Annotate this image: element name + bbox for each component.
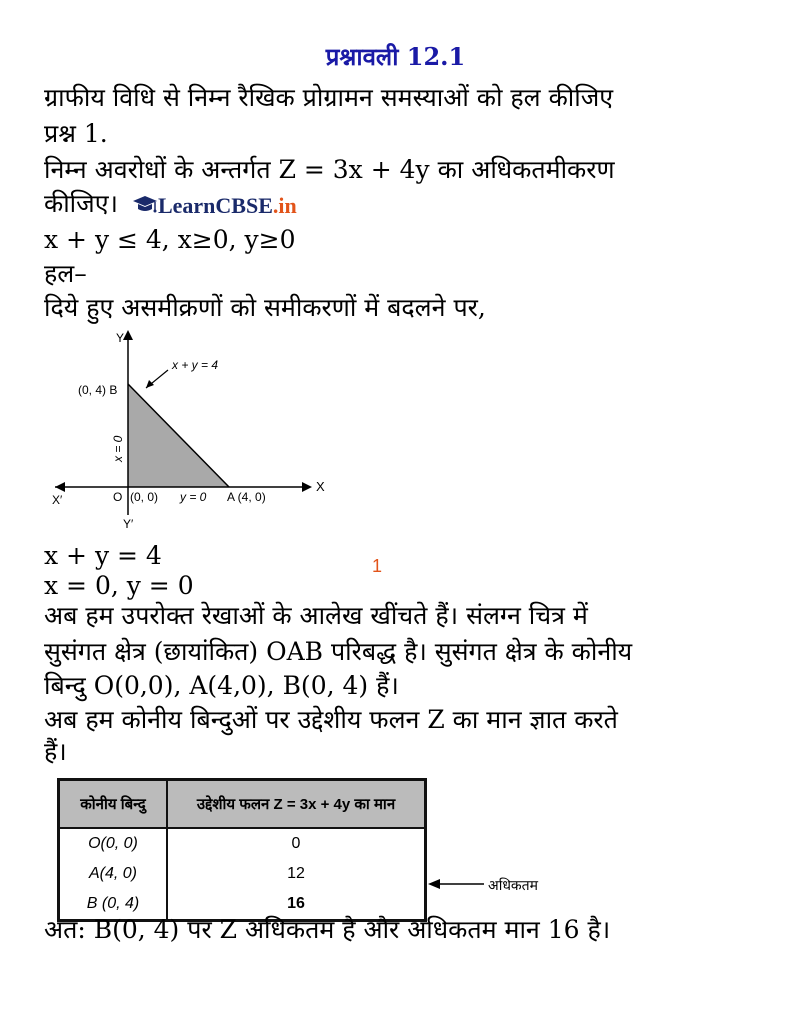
x-axis-arrow	[302, 482, 312, 492]
question-line-2	[44, 188, 297, 222]
left-arrow-icon	[426, 874, 486, 894]
question-line-2-text: कीजिए।	[44, 189, 119, 218]
y-axis-arrow	[123, 330, 133, 340]
origin-coord: (0, 0)	[130, 490, 159, 504]
table-row	[59, 859, 426, 889]
y-eq-label: y = 0	[180, 490, 207, 504]
point-b-label: (0, 4) B	[78, 383, 118, 397]
learncbse-logo	[132, 190, 297, 222]
table-header-point: कोनीय बिन्दु	[59, 780, 168, 829]
stray-mark: 1	[372, 556, 383, 576]
maximum-label: अधिकतम	[488, 878, 539, 894]
table-row	[59, 828, 426, 859]
constraints: x + y ≤ 4, x≥0, y≥0	[44, 225, 296, 254]
table-header-value: उद्देशीय फलन Z = 3x + 4y का मान	[167, 780, 426, 829]
table-cell-point: B (0, 4)	[59, 889, 168, 921]
y-axis-label: Y	[116, 331, 125, 345]
para1-line-1: अब हम उपरोक्त रेखाओं के आलेख खींचते हैं। संलग्न चित्र में	[44, 601, 588, 630]
corner-points-table	[57, 778, 427, 922]
conclusion-text: अत: B(0, 4) पर Z अधिकतम है और अधिकतम मान 16 है।	[44, 915, 611, 944]
logo-main: LearnCBSE	[157, 192, 273, 218]
table-cell-value: 16	[287, 895, 305, 912]
page-title: प्रश्नावली 12.1	[325, 42, 466, 71]
feasible-region-graph	[40, 320, 340, 530]
para2-line-1: अब हम कोनीय बिन्दुओं पर उद्देशीय फलन Z का मान ज्ञात करते	[44, 705, 618, 734]
question-label: प्रश्न 1.	[44, 119, 108, 148]
x-neg-arrow	[55, 482, 65, 492]
point-a-label: A (4, 0)	[227, 490, 266, 504]
graduation-cap-icon	[132, 194, 158, 218]
table-cell-value: 12	[287, 865, 305, 882]
table-header-row	[59, 780, 426, 829]
solution-label: हल–	[44, 259, 87, 288]
table-cell-value: 0	[291, 835, 301, 852]
logo-suffix: .in	[272, 192, 297, 218]
line-eq-label: x + y = 4	[172, 358, 219, 372]
question-line-1: निम्न अवरोधों के अन्तर्गत Z = 3x + 4y का अधिकतमीकरण	[44, 155, 615, 184]
heading-text: ग्राफीय विधि से निम्न रैखिक प्रोग्रामन समस्याओं को हल कीजिए	[44, 83, 614, 112]
x-axis-label: X	[316, 479, 325, 494]
equation-1: x + y = 4	[44, 541, 162, 570]
para1-line-3: बिन्दु O(0,0), A(4,0), B(0, 4) हैं।	[44, 671, 399, 700]
y-neg-label: Y′	[123, 517, 134, 530]
origin-label: O	[113, 490, 123, 504]
x-neg-label: X′	[52, 493, 63, 507]
equation-2: x = 0, y = 0	[44, 571, 194, 600]
para1-line-2: सुसंगत क्षेत्र (छायांकित) OAB परिबद्ध है। सुसंगत क्षेत्र के कोनीय	[44, 637, 633, 666]
table-cell-point: A(4, 0)	[59, 859, 168, 889]
converting-text: दिये हुए असमीक्रणों को समीकरणों में बदलने पर,	[44, 293, 486, 322]
table-cell-point: O(0, 0)	[59, 828, 168, 859]
x-eq-label: x = 0	[111, 435, 125, 462]
label-pointer-head	[146, 380, 154, 388]
para2-line-2: हैं।	[44, 737, 67, 766]
